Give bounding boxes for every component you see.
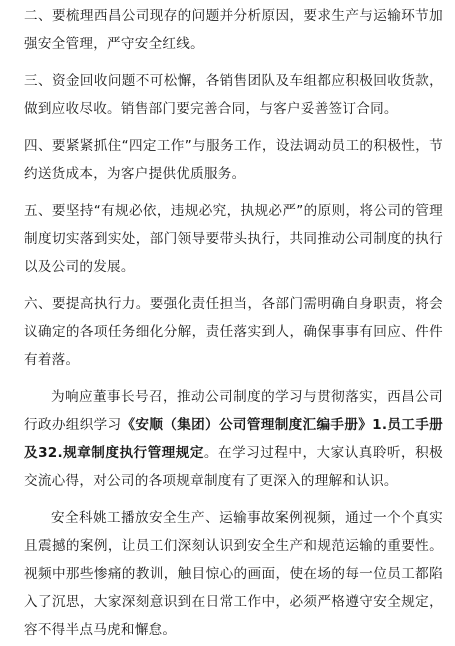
- item-four: 四、要紧紧抓住“四定工作”与服务工作，设法调动员工的积极性，节约送货成本，为客户提供优质服务。: [24, 138, 443, 182]
- item-five: 五、要坚持“有规必依，违规必究，执规必严”的原则，将公司的管理制度切实落到实处，部门领导要带头执行，共同推动公司制度的执行以及公司的发展。: [24, 203, 443, 275]
- manual-title: 《安顺（集团）公司管理制度汇编手册》1.员工手册及32.规章制度执行管理规定: [24, 417, 444, 461]
- study-intro: 为响应董事长号召，推动公司制度的学习与贯彻落实，西昌公司行政办组织学习: [24, 389, 443, 433]
- safety-paragraph: 安全科姚工播放安全生产、运输事故案例视频，通过一个个真实且震撼的案例，让员工们深刻认识到安全生产和规范运输的重要性。视频中那些惨痛的教训，触目惊心的画面，使在场的每一位员工都陷入了沉思，大家深刻意识到在日常工作中，必须严格遵守安全规定，容不得半点马虎和懈怠。: [24, 510, 443, 638]
- item-six: 六、要提高执行力。要强化责任担当，各部门需明确自身职责，将会议确定的各项任务细化分解，责任落实到人，确保事事有回应、件件有着落。: [24, 296, 443, 368]
- study-paragraph: [24, 383, 443, 495]
- item-three: 三、资金回收问题不可松懈，各销售团队及车组都应积极回收货款，做到应收尽收。销售部门要完善合同，与客户妥善签订合同。: [24, 73, 443, 117]
- study-rest: 。在学习过程中，大家认真聆听，积极交流心得，对公司的各项规章制度有了更深入的理解和认识。: [24, 445, 443, 489]
- item-two: 二、要梳理西昌公司现存的问题并分析原因，要求生产与运输环节加强安全管理，严守安全红线。: [24, 8, 443, 52]
